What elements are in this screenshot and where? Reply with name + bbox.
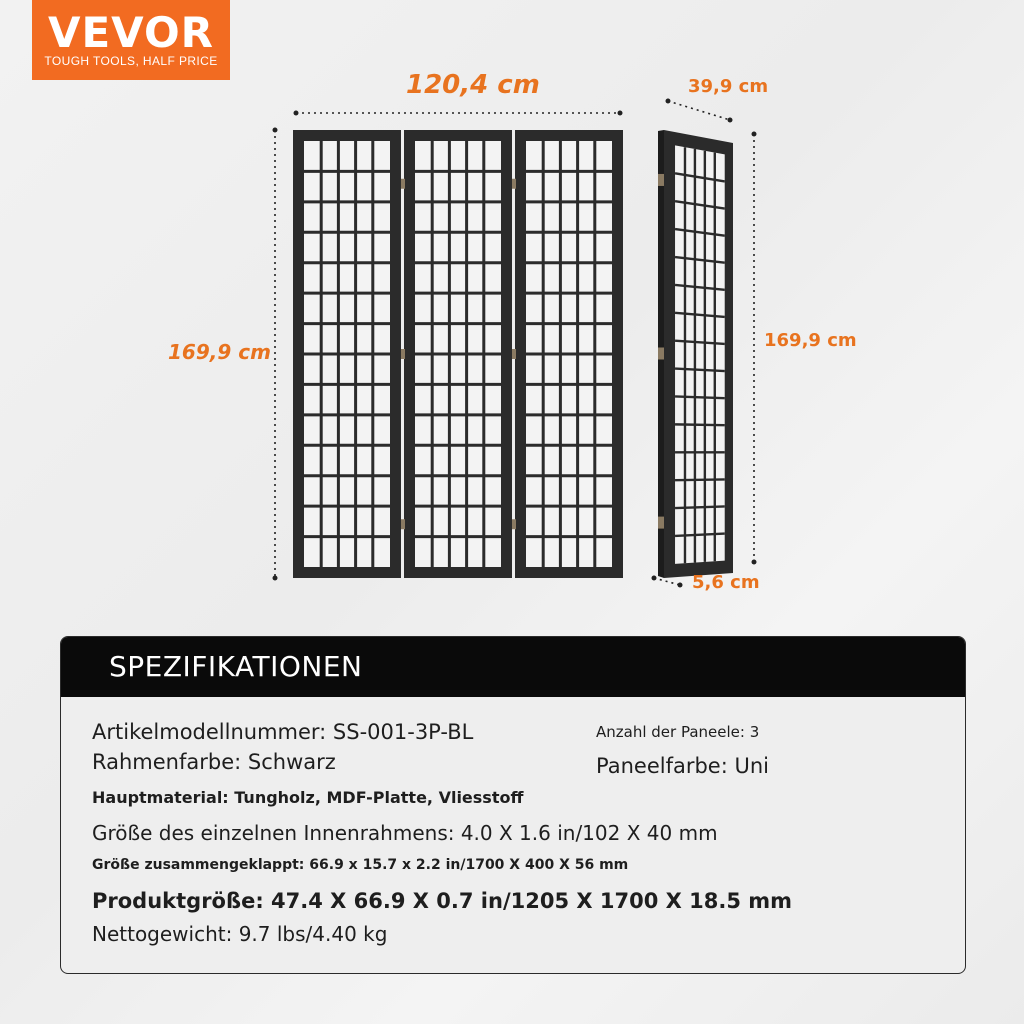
front-view-screen [293, 130, 623, 578]
side-view-panel [658, 130, 733, 578]
spec-panel-color: Paneelfarbe: Uni [596, 754, 769, 778]
height-label-side: 169,9 cm [764, 330, 857, 351]
hinge [658, 174, 664, 186]
hinge [401, 179, 405, 189]
screen-panel [404, 130, 512, 578]
spec-frame-color: Rahmenfarbe: Schwarz [92, 750, 336, 774]
hinge [658, 517, 664, 529]
panel-width-label: 39,9 cm [688, 76, 769, 97]
hinge [658, 348, 664, 360]
specification-panel [60, 636, 966, 974]
width-label: 120,4 cm [406, 70, 540, 100]
brand-name: VEVOR [47, 8, 214, 57]
brand-tagline: TOUGH TOOLS, HALF PRICE [44, 54, 218, 68]
spec-folded-size: Größe zusammengeklappt: 66.9 x 15.7 x 2.2 in/1700 X 400 X 56 mm [92, 857, 629, 873]
panel-width-dimension-line [668, 101, 730, 120]
hinge [512, 179, 516, 189]
spec-inner-frame-size: Größe des einzelnen Innenrahmens: 4.0 X 1.6 in/102 X 40 mm [92, 821, 718, 845]
spec-net-weight: Nettogewicht: 9.7 lbs/4.40 kg [92, 922, 388, 946]
spec-main-material: Hauptmaterial: Tungholz, MDF-Platte, Vliesstoff [92, 788, 524, 807]
hinge [512, 519, 516, 529]
spec-panel-count: Anzahl der Paneele: 3 [596, 723, 760, 741]
spec-title: SPEZIFIKATIONEN [109, 650, 363, 683]
height-label-front: 169,9 cm [168, 340, 271, 364]
thickness-dimension-line [654, 578, 680, 585]
screen-panel [515, 130, 623, 578]
spec-header-bar [61, 637, 965, 697]
thickness-label: 5,6 cm [692, 572, 760, 593]
screen-panel [293, 130, 401, 578]
hinge [401, 349, 405, 359]
spec-product-size: Produktgröße: 47.4 X 66.9 X 0.7 in/1205 X 1700 X 18.5 mm [92, 889, 793, 913]
spec-model-number: Artikelmodellnummer: SS-001-3P-BL [92, 720, 474, 744]
hinge [512, 349, 516, 359]
hinge [401, 519, 405, 529]
